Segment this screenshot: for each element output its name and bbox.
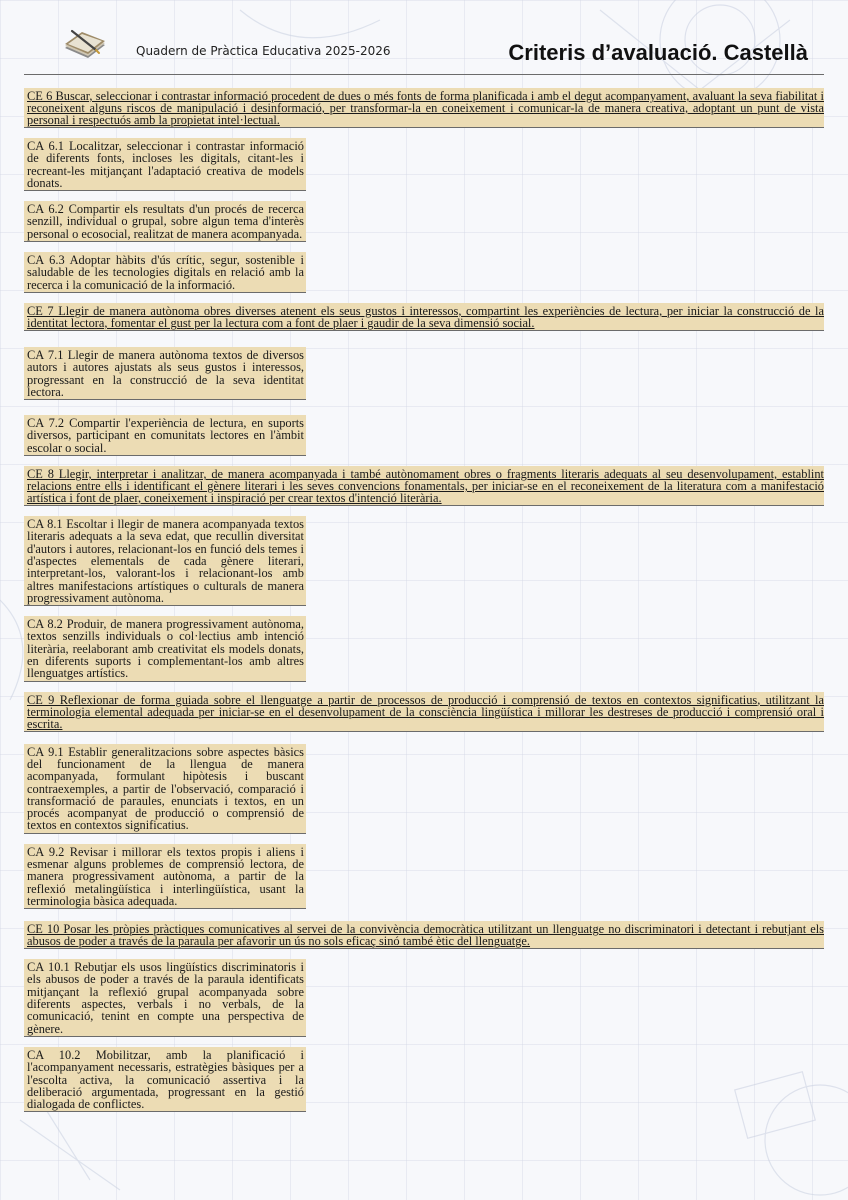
ca-6-3-block xyxy=(24,252,306,293)
ca-10-2-block xyxy=(24,1047,306,1112)
header-divider xyxy=(24,74,824,75)
ce-7-block xyxy=(24,303,824,331)
ca-6-1-text: CA 6.1 Localitzar, seleccionar i contrastar informació de diferents fonts, incloses les digitals, citant-les i recreant-les mitjançant l'adaptació creativa de models donats. xyxy=(27,139,304,190)
ce-6-block xyxy=(24,88,824,128)
ca-9-2-block xyxy=(24,844,306,909)
criteria-content xyxy=(24,78,824,1112)
ca-6-3-text: CA 6.3 Adoptar hàbits d'ús crític, segur, sostenible i saludable de les tecnologies digitals en relació amb la recerca i la comunicació de la informació. xyxy=(27,253,304,292)
ca-9-2-text: CA 9.2 Revisar i millorar els textos propis i aliens i esmenar alguns problemes de comprensió lectora, de manera progressivament autònoma, a partir de la reflexió metalingüística i interlingüística, usant la terminologia bàsica adequada. xyxy=(27,844,304,908)
ca-9-1-text: CA 9.1 Establir generalitzacions sobre aspectes bàsics del funcionament de la llengua de manera acompanyada, formulant hipòtesis i buscant contraexemples, a partir de l'observació, comparació i transformació de paraules, enunciats i textos, en un procés acompanyat de producció o comprensió de textos en contextos significatius. xyxy=(27,744,304,833)
ca-7-2-text: CA 7.2 Compartir l'experiència de lectura, en suports diversos, participant en comunitats lectores en l'àmbit escolar o social. xyxy=(27,416,304,455)
ca-7-1-text: CA 7.1 Llegir de manera autònoma textos de diversos autors i autores ajustats als seus gustos i interessos, progressant en la construcció de la seva identitat lectora. xyxy=(27,347,304,399)
ca-10-2-text: CA 10.2 Mobilitzar, amb la planificació i l'acompanyament necessaris, estratègies bàsiques per a l'escolta activa, la comunicació assertiva i la deliberació argumentada, progressant en la gestió dialogada de conflictes. xyxy=(27,1047,304,1112)
ce-8-text: CE 8 Llegir, interpretar i analitzar, de manera acompanyada i també autònomament obres o fragments literaris adequats al seu desenvolupament, establint relacions entre ells i identificant el gènere literari i les seves convencions fonamentals, per iniciar-se en el reconeixement de la literatura com a manifestació artística i font de plaer, coneixement i inspiració per crear textos d'intenció literària. xyxy=(27,467,824,506)
ce-10-block xyxy=(24,921,824,949)
header-subtitle: Quadern de Pràctica Educativa 2025-2026 xyxy=(136,44,391,58)
page-header xyxy=(0,0,848,70)
ce-7-text: CE 7 Llegir de manera autònoma obres diverses atenent els seus gustos i interessos, compartint les experiències de lectura, per iniciar la construcció de la identitat lectora, fomentar el gust per la lectura com a font de plaer i gaudir de la seva dimensió social. xyxy=(27,303,824,330)
ca-7-1-block xyxy=(24,347,306,400)
ce-8-block xyxy=(24,466,824,506)
ca-9-1-block xyxy=(24,744,306,834)
ca-10-1-block xyxy=(24,959,306,1037)
page-title: Criteris d’avaluació. Castellà xyxy=(508,40,808,65)
ce-6-text: CE 6 Buscar, seleccionar i contrastar informació procedent de dues o més fonts de forma planificada i amb el degut acompanyament, avaluant la seva fiabilitat i reconeixent alguns riscos de manipulació i desinformació, per transformar-la en coneixement i comunicar-la de manera creativa, adoptant un punt de vista personal i respectuós amb la propietat intel·lectual. xyxy=(27,89,824,127)
notebook-pen-icon xyxy=(62,28,108,62)
ce-9-block xyxy=(24,692,824,732)
ca-10-1-text: CA 10.1 Rebutjar els usos lingüístics discriminatoris i els abusos de poder a través de la paraula identificats mitjançant la reflexió grupal acompanyada sobre diferents aspectes, verbals i no verbals, de la comunicació, tenint en compte una perspectiva de gènere. xyxy=(27,960,304,1036)
ca-6-2-block xyxy=(24,201,306,242)
ca-6-1-block xyxy=(24,138,306,191)
ca-6-2-text: CA 6.2 Compartir els resultats d'un procés de recerca senzill, individual o grupal, sobre algun tema d'interès personal o ecosocial, realitzat de manera acompanyada. xyxy=(27,202,304,241)
ce-9-text: CE 9 Reflexionar de forma guiada sobre el llenguatge a partir de processos de producció i comprensió de textos en contextos significatius, utilitzant la terminologia elemental adequada per iniciar-se en el desenvolupament de la consciència lingüística i millorar les destreses de producció i comprensió oral i escrita. xyxy=(27,692,824,731)
ca-8-2-text: CA 8.2 Produir, de manera progressivament autònoma, textos senzills individuals o col·lectius amb intenció literària, reelaborant amb creativitat els models donats, en diferents suports i complementant-los amb altres llenguatges artístics. xyxy=(27,617,304,681)
ca-7-2-block xyxy=(24,415,306,456)
ca-8-1-block xyxy=(24,516,306,606)
ca-8-2-block xyxy=(24,616,306,681)
ca-8-1-text: CA 8.1 Escoltar i llegir de manera acompanyada textos literaris adequats a la seva edat, que recullin diversitat d'autors i autores, relacionant-los en funció dels temes i d'aspectes elementals de cada gènere literari, interpretant-los, valorant-los i relacionant-los amb altres manifestacions artístiques o culturals de manera progressivament autònoma. xyxy=(27,517,304,605)
ce-10-text: CE 10 Posar les pròpies pràctiques comunicatives al servei de la convivència democràtica utilitzant un llenguatge no discriminatori i detectant i rebutjant els abusos de poder a través de la paraula per afavorir un ús no sols eficaç sinó també ètic del llenguatge. xyxy=(27,922,824,949)
